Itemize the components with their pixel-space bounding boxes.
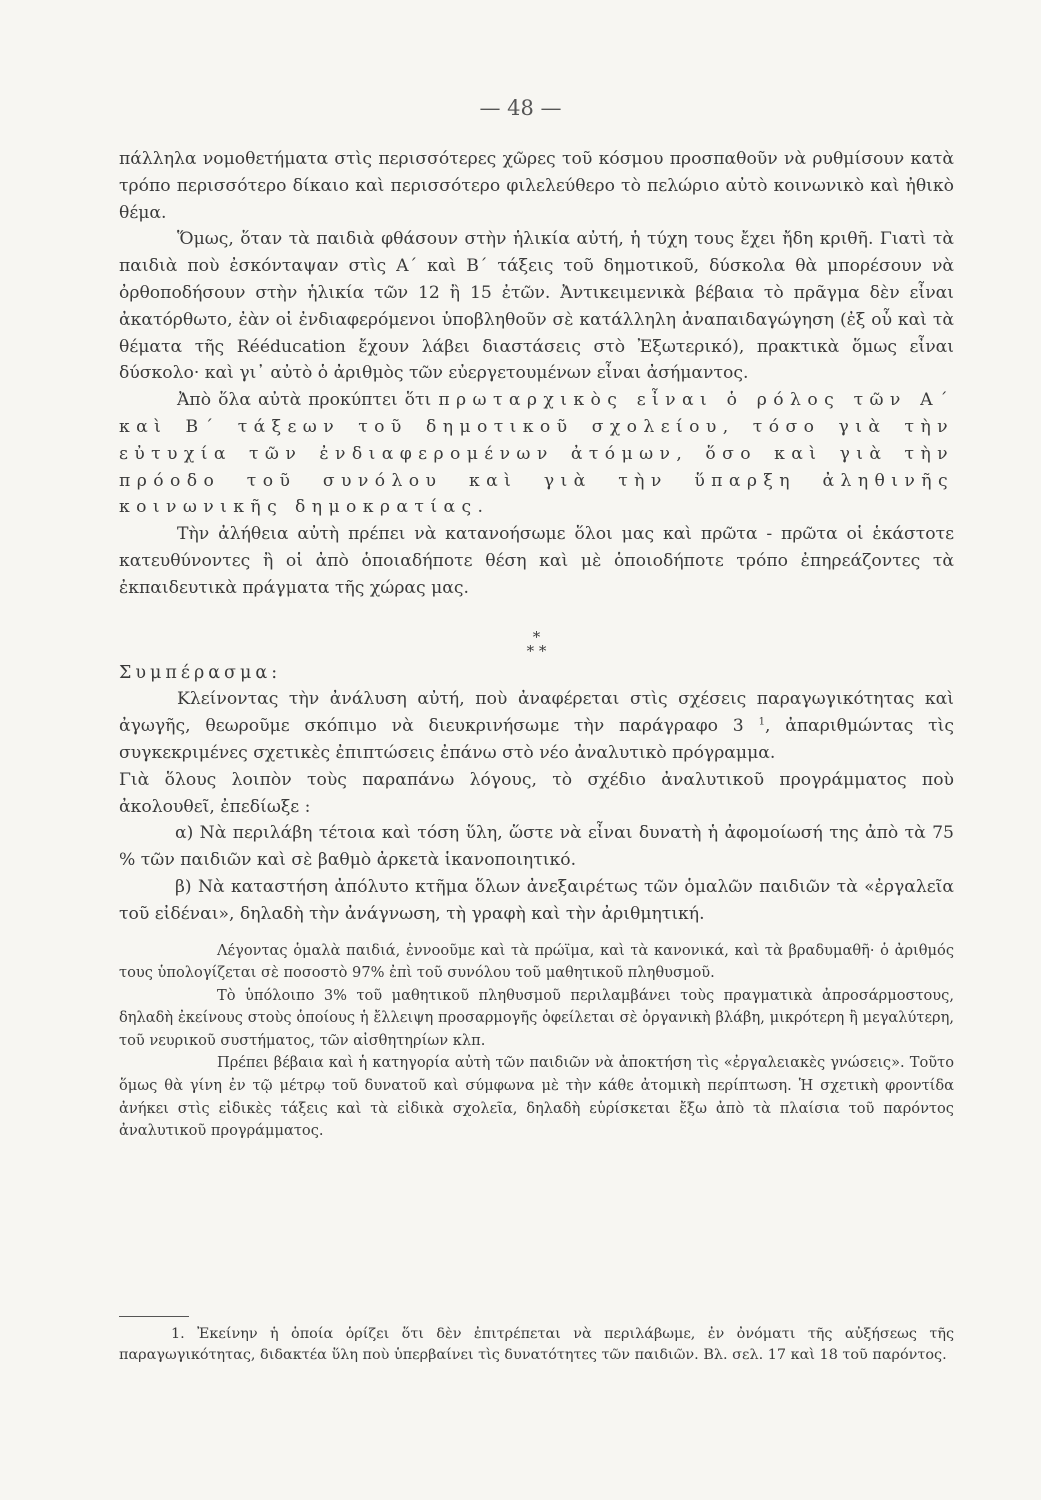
- paragraph-6: Γιὰ ὅλους λοιπὸν τοὺς παραπάνω λόγους, τὸ σχέδιο ἀναλυτικοῦ προγράμματος ποὺ ἀκολουθεῖ, ἐπεδίωξε :: [119, 769, 954, 817]
- paragraph-3-emphasis: πρωταρχικὸς εἶναι ὁ ρόλος τῶν Α΄ καὶ Β΄ τάξεων τοῦ δημοτικοῦ σχολείου, τόσο γιὰ τὴν εὐτυχία τῶν ἐνδιαφερομένων ἀτόμων, ὅσο καὶ γιὰ τὴν πρόοδο τοῦ συνόλου καὶ γιὰ τὴν ὕπαρξη ἀληθινῆς κοινωνικῆς δημοκρατίας.: [119, 390, 954, 518]
- paragraph-4: Τὴν ἀλήθεια αὐτὴ πρέπει νὰ κατανοήσωμε ὅλοι μας καὶ πρῶτα - πρῶτα οἱ ἑκάστοτε κατευθύνοντες ἢ οἱ ἀπὸ ὁποιαδήποτε θέση καὶ μὲ ὁποιοδήποτε τρόπο ἐπηρεάζοντες τὰ ἐκπαιδευτικὰ πράγματα τῆς χώρας μας.: [119, 524, 954, 598]
- main-text: [119, 146, 954, 1143]
- paragraph-1: πάλληλα νομοθετήματα στὶς περισσότερες χῶρες τοῦ κόσμου προσπαθοῦν νὰ ρυθμίσουν κατὰ τρόπο περισσότερο δίκαιο καὶ περισσότερο φιλελεύθερο τὸ πελώριο αὐτὸ κοινωνικὸ καὶ ἠθικὸ θέμα.: [119, 149, 954, 223]
- paragraph-2: Ὅμως, ὅταν τὰ παιδιὰ φθάσουν στὴν ἡλικία αὐτή, ἡ τύχη τους ἔχει ἤδη κριθῆ. Γιατὶ τὰ παιδιὰ ποὺ ἐσκόνταψαν στὶς Α΄ καὶ Β΄ τάξεις τοῦ δημοτικοῦ, δύσκολα θὰ μπορέσουν νὰ ὀρθοποδήσουν στὴν ἡλικία τῶν 12 ἢ 15 ἐτῶν. Ἀντικειμενικὰ βέβαια τὸ πρᾶγμα δὲν εἶναι ἀκατόρθωτο, ἐὰν οἱ ἐνδιαφερόμενοι ὑποβληθοῦν σὲ κατάλληλη ἀναπαιδαγώγηση (ἐξ οὗ καὶ τὰ θέματα τῆς Rééducation ἔχουν λάβει διαστάσεις στὸ Ἐξωτερικό), πρακτικὰ ὅμως εἶναι δύσκολο· καὶ γι᾿ αὐτὸ ὁ ἀριθμὸς τῶν εὐεργετουμένων εἶναι ἀσήμαντος.: [119, 229, 954, 384]
- separator-stars-bottom: * *: [526, 641, 547, 660]
- separator-star-top: *: [532, 627, 541, 646]
- section-separator: [119, 627, 954, 660]
- footnote: 1. Ἐκείνην ἡ ὁποία ὁρίζει ὅτι δὲν ἐπιτρέπεται νὰ περιλάβωμε, ἐν ὀνόματι τῆς αὐξήσεως τῆς παραγωγικότητας, διδακτέα ὕλη ποὺ ὑπερβαίνει τὶς δυνατότητες τῶν παιδιῶν. Βλ. σελ. 17 καὶ 18 τοῦ παρόντος.: [119, 1326, 954, 1363]
- note-3: Πρέπει βέβαια καὶ ἡ κατηγορία αὐτὴ τῶν παιδιῶν νὰ ἀποκτήση τὶς «ἐργαλειακὲς γνώσεις». Τοῦτο ὅμως θὰ γίνη ἐν τῷ μέτρῳ τοῦ δυνατοῦ καὶ σύμφωνα μὲ τὴν κάθε ἀτομικὴ περίπτωση. Ἡ σχετικὴ φροντίδα ἀνήκει στὶς εἰδικὲς τάξεις καὶ τὰ εἰδικὰ σχολεῖα, δηλαδὴ εὑρίσκεται ἔξω ἀπὸ τὰ πλαίσια τοῦ παρόντος ἀναλυτικοῦ προγράμματος.: [119, 1054, 954, 1140]
- paragraph-5-start: Κλείνοντας τὴν ἀνάλυση αὐτή, ποὺ ἀναφέρεται στὶς σχέσεις παραγωγικότητας καὶ ἀγωγῆς, θεωροῦμε σκόπιμο νὰ διευκρινήσωμε τὴν παράγραφο 3: [119, 689, 954, 737]
- page-number: — 48 —: [479, 96, 562, 120]
- paragraph-5: [119, 686, 954, 766]
- paragraph-3: [119, 387, 954, 521]
- section-heading: Συμπέρασμα:: [119, 662, 282, 683]
- footnote-rule: [119, 1316, 189, 1317]
- list-item-b: β) Νὰ καταστήση ἀπόλυτο κτῆμα ὅλων ἀνεξαιρέτως τῶν ὁμαλῶν παιδιῶν τὰ «ἐργαλεῖα τοῦ εἰδέναι», δηλαδὴ τὴν ἀνάγνωση, τὴ γραφὴ καὶ τὴν ἀριθμητική.: [119, 876, 954, 924]
- note-1: Λέγοντας ὁμαλὰ παιδιά, ἐννοοῦμε καὶ τὰ πρώϊμα, καὶ τὰ κανονικά, καὶ τὰ βραδυμαθῆ· ὁ ἀριθμός τους ὑπολογίζεται σὲ ποσοστὸ 97% ἐπὶ τοῦ συνόλου τοῦ μαθητικοῦ πληθυσμοῦ.: [119, 941, 954, 982]
- paragraph-5-end: , ἀπαριθμώντας τὶς συγκεκριμένες σχετικὲς ἐπιπτώσεις ἐπάνω στὸ νέο ἀναλυτικὸ πρόγραμμα.: [119, 716, 955, 763]
- footnote-marker: 1: [758, 716, 765, 728]
- list-item-a: α) Νὰ περιλάβη τέτοια καὶ τόση ὕλη, ὥστε νὰ εἶναι δυνατὴ ἡ ἀφομοίωσή της ἀπὸ τὰ 75 % τῶν παιδιῶν καὶ σὲ βαθμὸ ἀρκετὰ ἱκανοποιητικό.: [119, 823, 954, 871]
- note-2: Τὸ ὑπόλοιπο 3% τοῦ μαθητικοῦ πληθυσμοῦ περιλαμβάνει τοὺς πραγματικὰ ἀπροσάρμοστους, δηλαδὴ ἐκείνους στοὺς ὁποίους ἡ ἔλλειψη προσαρμογῆς ὀφείλεται σὲ ὀργανικὴ βλάβη, μικρότερη ἢ μεγαλύτερη, τοῦ νευρικοῦ συστήματος, τῶν αἰσθητηρίων κλπ.: [119, 986, 954, 1049]
- paragraph-3-lead: Ἀπὸ ὅλα αὐτὰ προκύπτει ὅτι: [177, 390, 432, 411]
